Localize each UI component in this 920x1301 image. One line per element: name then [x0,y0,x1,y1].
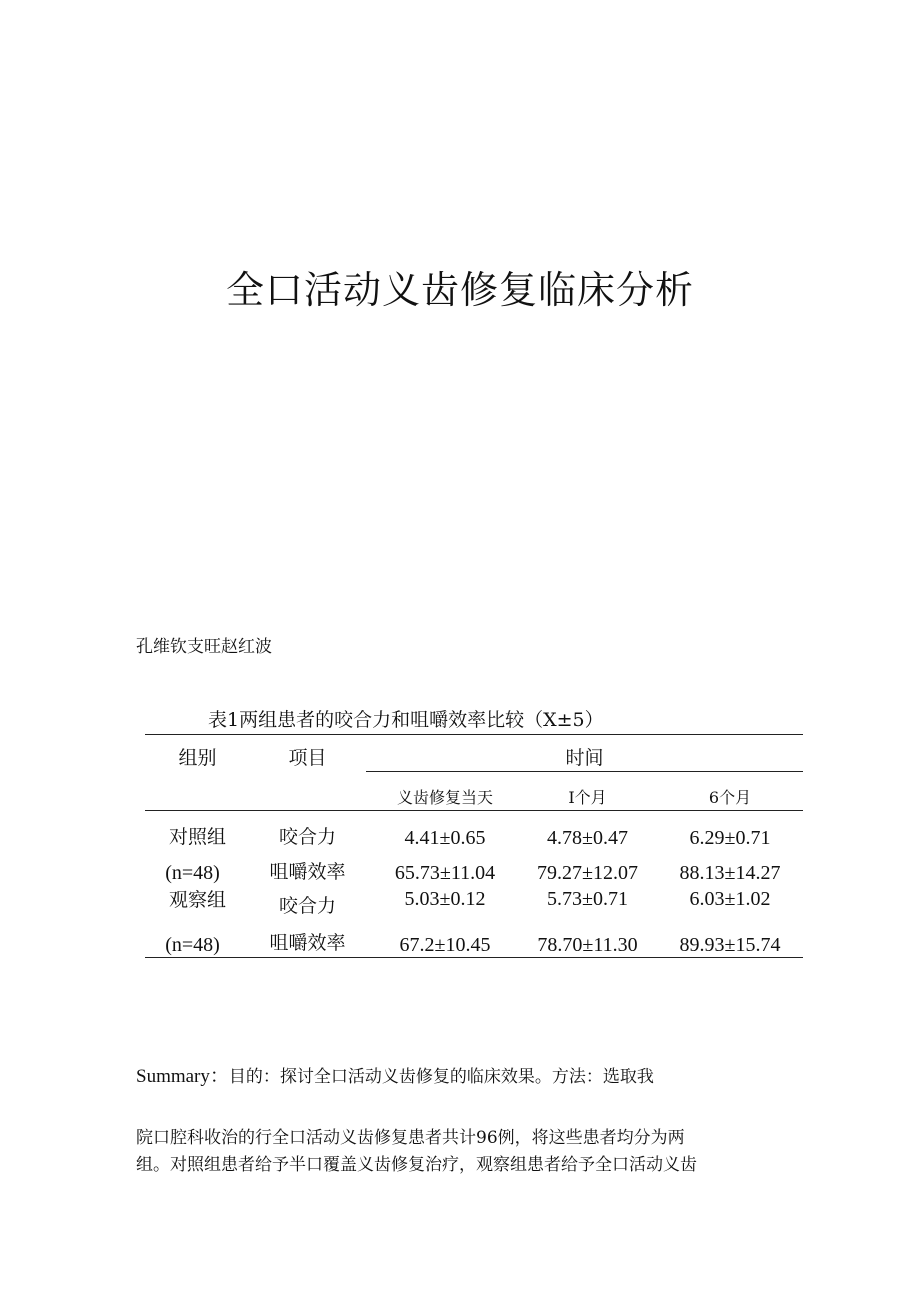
table-cell-value: 88.13±14.27 [679,862,781,884]
table-cell-group: (n=48) [165,934,220,956]
header-item: 项目 [288,747,327,769]
summary-line-1 [136,1065,654,1089]
table-cell-item: 咀嚼效率 [269,932,346,954]
header-time: 时间 [565,747,604,769]
table-cell-value: 89.93±15.74 [679,934,781,956]
summary-text: 目的：探讨全口活动义齿修复的临床效果。方法：选取我 [228,1067,654,1087]
table-cell-value: 78.70±11.30 [537,934,638,956]
summary-label: Summary： [136,1066,229,1087]
table-top-rule [145,734,803,735]
time-header-rule [366,771,803,772]
table-cell-item: 咬合力 [278,826,336,848]
header-col-month1: I个月 [568,788,607,807]
table-cell-value: 5.03±0.12 [404,888,486,910]
summary-line-3: 组。对照组患者给予半口覆盖义齿修复治疗，观察组患者给予全口活动义齿 [136,1155,697,1175]
document-title: 全口活动义齿修复临床分析 [225,268,694,312]
table-cell-value: 5.73±0.71 [547,888,628,910]
table-cell-group: (n=48) [165,862,220,884]
authors-line: 孔维钦支旺赵红波 [136,637,272,657]
table-cell-value: 4.41±0.65 [404,827,486,849]
table-cell-item: 咀嚼效率 [269,861,346,883]
table-cell-value: 4.78±0.47 [547,827,628,849]
table-cell-group: 观察组 [168,889,226,911]
header-col-month6: 6个月 [708,788,752,807]
summary-line-2: 院口腔科收治的行全口活动义齿修复患者共计96例，将这些患者均分为两 [136,1128,685,1148]
header-group: 组别 [178,747,217,769]
table-cell-value: 79.27±12.07 [537,862,638,884]
table-cell-item: 咬合力 [278,895,336,917]
table-cell-value: 65.73±11.04 [394,862,496,884]
table-cell-value: 67.2±10.45 [399,934,491,956]
table-cell-group: 对照组 [168,826,226,848]
table-caption: 表1两组患者的咬合力和咀嚼效率比较（X±5） [208,709,604,731]
table-cell-value: 6.03±1.02 [689,888,771,910]
header-col-day0: 义齿修复当天 [396,788,493,807]
table-cell-value: 6.29±0.71 [689,827,771,849]
